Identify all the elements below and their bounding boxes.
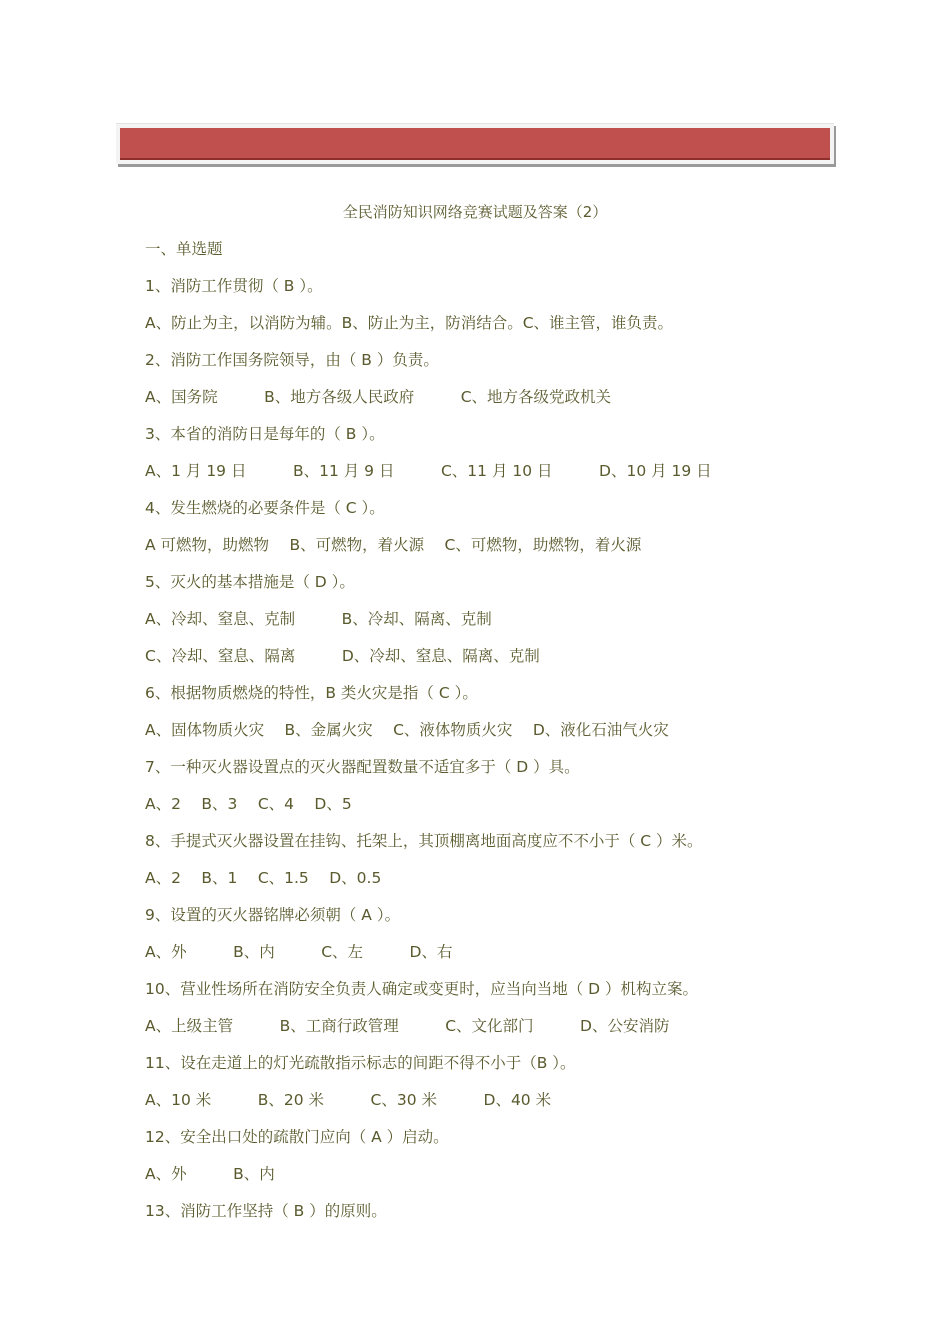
question-6: 6、根据物质燃烧的特性，B 类火灾是指（ C ）。 [145,684,478,702]
header-banner-frame [116,123,834,164]
options-2: A、国务院 B、地方各级人民政府 C、地方各级党政机关 [145,388,612,406]
question-1: 1、消防工作贯彻（ B ）。 [145,277,323,295]
question-4: 4、发生燃烧的必要条件是（ C ）。 [145,499,385,517]
question-12: 12、安全出口处的疏散门应向（ A ）启动。 [145,1128,449,1146]
options-5a: A、冷却、窒息、克制 B、冷却、隔离、克制 [145,610,492,628]
options-9: A、外 B、内 C、左 D、右 [145,943,453,961]
header-banner [120,128,830,160]
options-7: A、2 B、3 C、4 D、5 [145,795,352,813]
document-title: 全民消防知识网络竞赛试题及答案（2） [342,203,608,221]
options-3: A、1 月 19 日 B、11 月 9 日 C、11 月 10 日 D、10 月 19 日 [145,462,712,480]
options-11: A、10 米 B、20 米 C、30 米 D、40 米 [145,1091,552,1109]
question-10: 10、营业性场所在消防安全负责人确定或变更时，应当向当地（ D ）机构立案。 [145,980,699,998]
question-9: 9、设置的灭火器铭牌必须朝（ A ）。 [145,906,401,924]
options-8: A、2 B、1 C、1.5 D、0.5 [145,869,382,887]
question-7: 7、一种灭火器设置点的灭火器配置数量不适宜多于（ D ）具。 [145,758,580,776]
question-13: 13、消防工作坚持（ B ）的原则。 [145,1202,387,1220]
section-heading: 一、单选题 [145,240,223,258]
options-10: A、上级主管 B、工商行政管理 C、文化部门 D、公安消防 [145,1017,670,1035]
question-5: 5、灭火的基本措施是（ D ）。 [145,573,355,591]
options-1: A、防止为主，以消防为辅。B、防止为主，防消结合。C、谁主管，谁负责。 [145,314,674,332]
document-body [145,237,845,1236]
options-4: A 可燃物，助燃物 B、可燃物，着火源 C、可燃物，助燃物，着火源 [145,536,642,554]
question-2: 2、消防工作国务院领导，由（ B ）负责。 [145,351,439,369]
question-3: 3、本省的消防日是每年的（ B ）。 [145,425,385,443]
options-12: A、外 B、内 [145,1165,275,1183]
question-8: 8、手提式灭火器设置在挂钩、托架上，其顶棚离地面高度应不不小于（ C ）米。 [145,832,703,850]
options-5b: C、冷却、窒息、隔离 D、冷却、窒息、隔离、克制 [145,647,540,665]
question-11: 11、设在走道上的灯光疏散指示标志的间距不得不小于（B ）。 [145,1054,576,1072]
options-6: A、固体物质火灾 B、金属火灾 C、液体物质火灾 D、液化石油气火灾 [145,721,669,739]
